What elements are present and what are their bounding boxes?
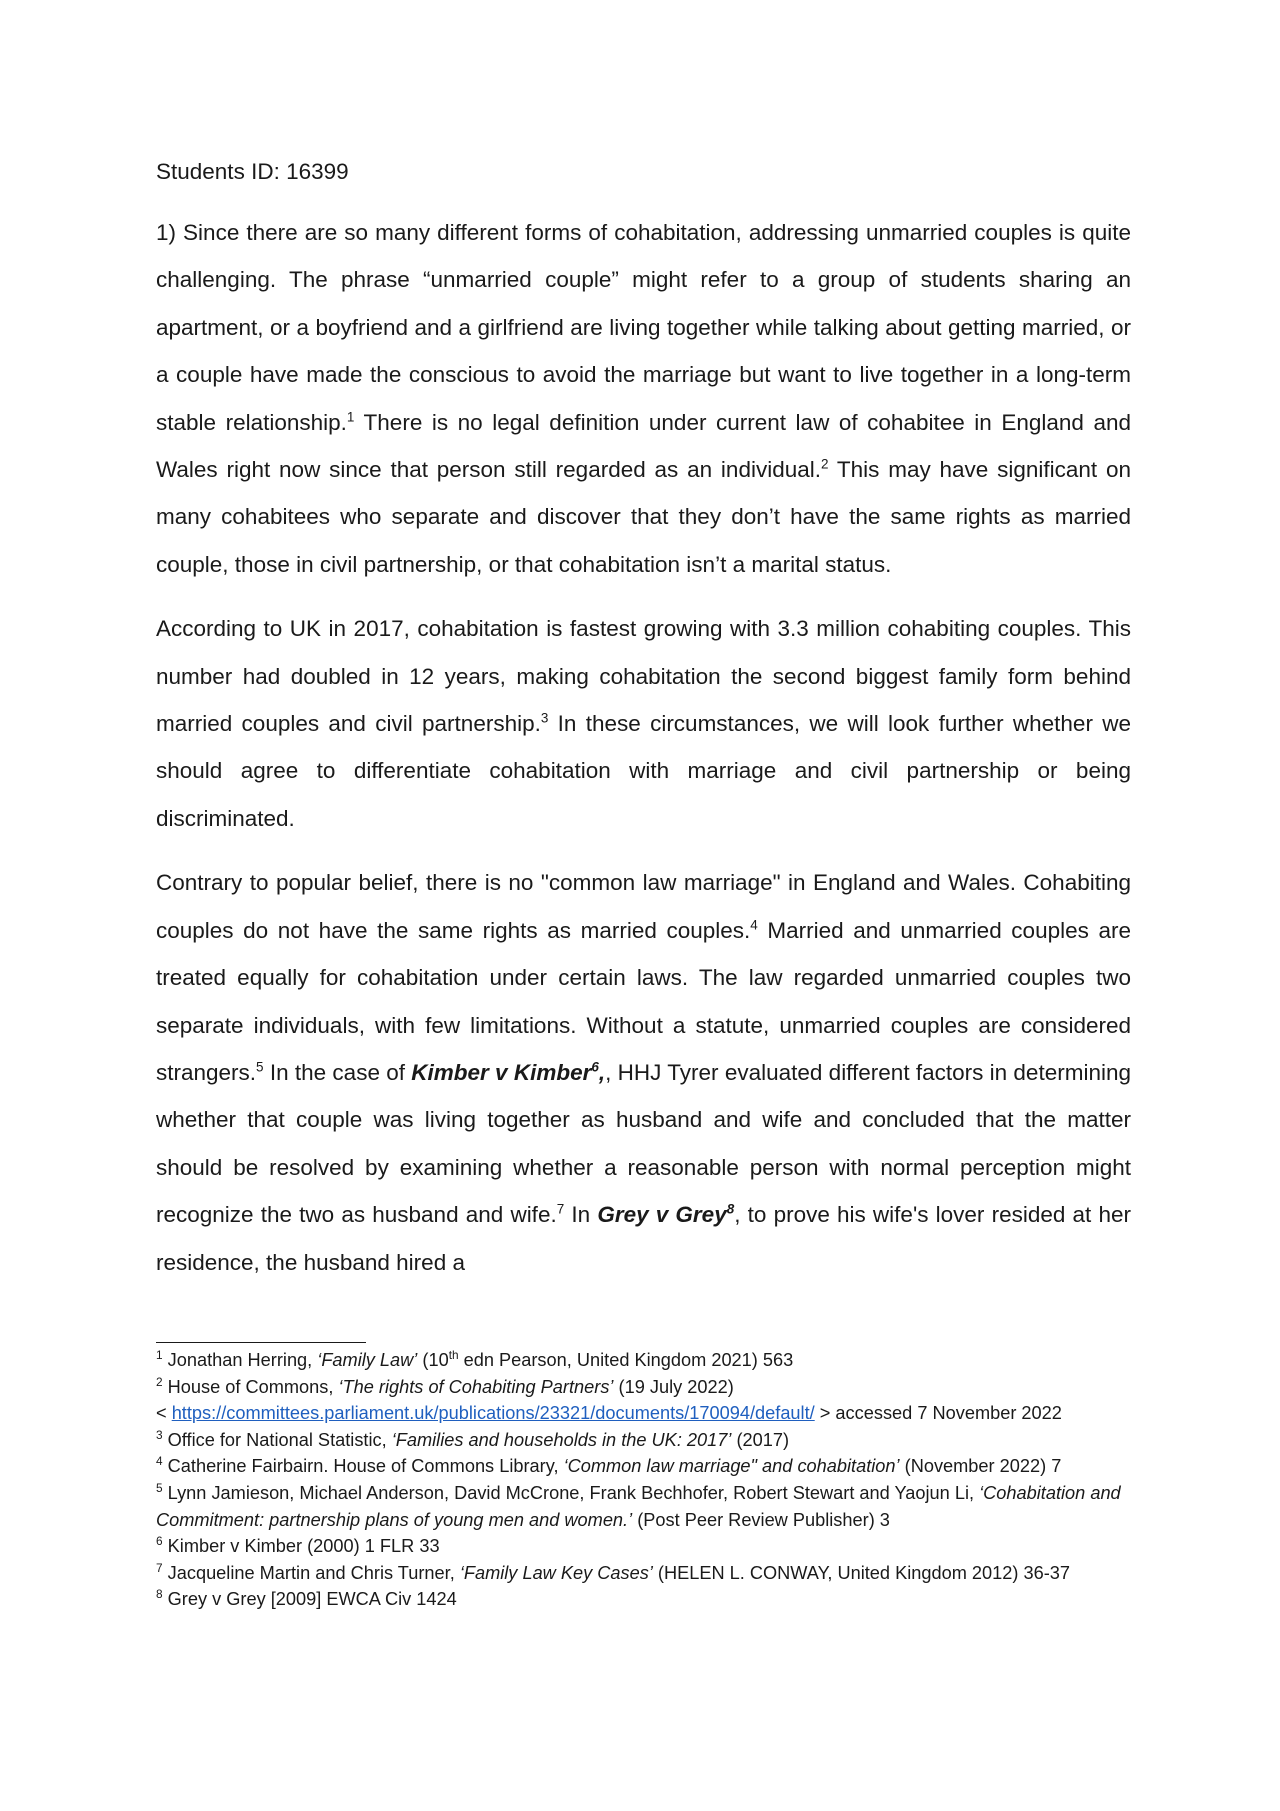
footnote-6 [156, 1533, 1131, 1560]
footnote-text: Grey v Grey [2009] EWCA Civ 1424 [162, 1589, 457, 1610]
footnote-number: 1 [156, 1347, 163, 1362]
footnote-7 [156, 1560, 1131, 1587]
footnote-ref-5[interactable]: 5 [256, 1059, 264, 1075]
footnote-title: ‘The rights of Cohabiting Partners’ [338, 1376, 614, 1397]
ordinal-suffix: th [448, 1347, 459, 1362]
text-run: , to prove his wife's lover resided at her residence, the husband hired a [156, 1202, 1131, 1275]
text-run: In these circumstances, we will look further whether we should agree to differentiate cohabitation with marriage and civil partnership or being discriminated. [156, 711, 1131, 831]
footnotes [156, 1347, 1131, 1613]
footnote-8 [156, 1586, 1131, 1613]
footnote-number: 4 [156, 1454, 163, 1469]
paragraph-1 [156, 209, 1131, 588]
footnote-ref-1[interactable]: 1 [346, 409, 355, 425]
text-run: In the case of [263, 1059, 412, 1085]
text-run: Married and unmarried couples are treated equally for cohabitation under certain laws. The law regarded unmarried couples two separate individuals, with few limitations. Without a statute, unmarried couples are considered strangers. [156, 917, 1131, 1085]
footnote-text: Office for National Statistic, [162, 1429, 392, 1450]
footnote-text: Jonathan Herring, [162, 1350, 318, 1370]
footnote-ref-2[interactable]: 2 [821, 456, 829, 472]
footnote-title: ‘Family Law Key Cases’ [459, 1562, 653, 1583]
footnote-text: House of Commons, [162, 1376, 339, 1397]
footnote-2 [156, 1374, 1131, 1427]
footnote-text: (2017) [731, 1429, 790, 1450]
footnote-text: (HELEN L. CONWAY, United Kingdom 2012) 36-37 [652, 1562, 1071, 1583]
footnote-ref-4[interactable]: 4 [750, 917, 758, 933]
footnote-text: Jacqueline Martin and Chris Turner, [162, 1562, 460, 1583]
footnote-number: 3 [156, 1427, 163, 1442]
case-name-kimber: Kimber v Kimber [411, 1059, 592, 1085]
footnote-ref-7[interactable]: 7 [556, 1201, 565, 1217]
footnote-number: 2 [156, 1374, 163, 1389]
footnote-text: edn Pearson, United Kingdom 2021) 563 [458, 1350, 794, 1370]
text-run: Contrary to popular belief, there is no "common law marriage" in England and Wales. Cohabiting couples do not have the same rights as married couples. [156, 870, 1131, 943]
footnote-3 [156, 1427, 1131, 1454]
footnote-number: 8 [156, 1587, 163, 1602]
footnote-number: 7 [156, 1560, 163, 1575]
footnote-title: ‘Families and households in the UK: 2017’ [391, 1429, 732, 1450]
footnote-text: Catherine Fairbairn. House of Commons Library, [162, 1456, 564, 1477]
text-run: According to UK in 2017, cohabitation is fastest growing with 3.3 million cohabiting couples. This number had doubled in 12 years, making cohabitation the second biggest family form behind married couples and civil partnership. [156, 616, 1131, 737]
footnote-ref-8[interactable]: 8 [726, 1201, 735, 1217]
footnote-1 [156, 1347, 1131, 1374]
footnote-text: (November 2022) 7 [899, 1456, 1062, 1477]
footnote-number: 6 [156, 1534, 163, 1549]
text-run: This may have significant on many cohabitees who separate and discover that they don’t have the same rights as married couple, those in civil partnership, or that cohabitation isn’t a marital status. [156, 457, 1131, 577]
text-run: , HHJ Tyrer evaluated different factors in determining whether that couple was living together as husband and wife and concluded that the matter should be resolved by examining whether a reasonable person with normal perception might recognize the two as husband and wife. [156, 1059, 1131, 1228]
footnote-text: (19 July 2022) [613, 1376, 734, 1397]
text-run: 1) Since there are so many different forms of cohabitation, addressing unmarried couples is quite challenging. The phrase “unmarried couple” might refer to a group of students sharing an apartment, or a boyfriend and a girlfriend are living together while talking about getting married, or a couple have made the conscious to avoid the marriage but want to live together in a long-term stable relationship. [156, 220, 1131, 435]
committees-link[interactable]: https://committees.parliament.uk/publications/23321/documents/170094/default/ [171, 1403, 815, 1424]
footnote-text: > accessed 7 November 2022 [814, 1403, 1062, 1424]
footnote-title: ‘Cohabitation and Commitment: partnership plans of young men and women.’ [156, 1482, 1121, 1530]
footnote-text: (10 [417, 1350, 449, 1370]
footnote-text: Lynn Jamieson, Michael Anderson, David McCrone, Frank Bechhofer, Robert Stewart and Yaojun Li, [162, 1482, 980, 1503]
student-id: Students ID: 16399 [156, 159, 349, 184]
text-run: , [598, 1059, 606, 1085]
paragraph-2 [156, 605, 1131, 842]
footnote-title: ‘Common law marriage" and cohabitation’ [563, 1456, 900, 1477]
footnote-text: Kimber v Kimber (2000) 1 FLR 33 [162, 1536, 440, 1557]
footnote-text: (Post Peer Review Publisher) 3 [632, 1509, 890, 1530]
footnote-4 [156, 1453, 1131, 1480]
footnote-text: < [156, 1403, 172, 1424]
document-body [156, 152, 1131, 1286]
paragraph-3 [156, 859, 1131, 1286]
footnote-separator [156, 1342, 366, 1343]
text-run: There is no legal definition under current law of cohabitee in England and Wales right now since that person still regarded as an individual. [156, 409, 1131, 483]
text-run: In [564, 1202, 598, 1228]
case-name-grey: Grey v Grey [597, 1202, 727, 1228]
footnote-ref-6[interactable]: 6 [591, 1059, 599, 1075]
footnote-5 [156, 1480, 1131, 1533]
footnote-title: ‘Family Law’ [317, 1350, 418, 1370]
footnote-ref-3[interactable]: 3 [540, 710, 549, 726]
footnote-number: 5 [156, 1480, 163, 1495]
